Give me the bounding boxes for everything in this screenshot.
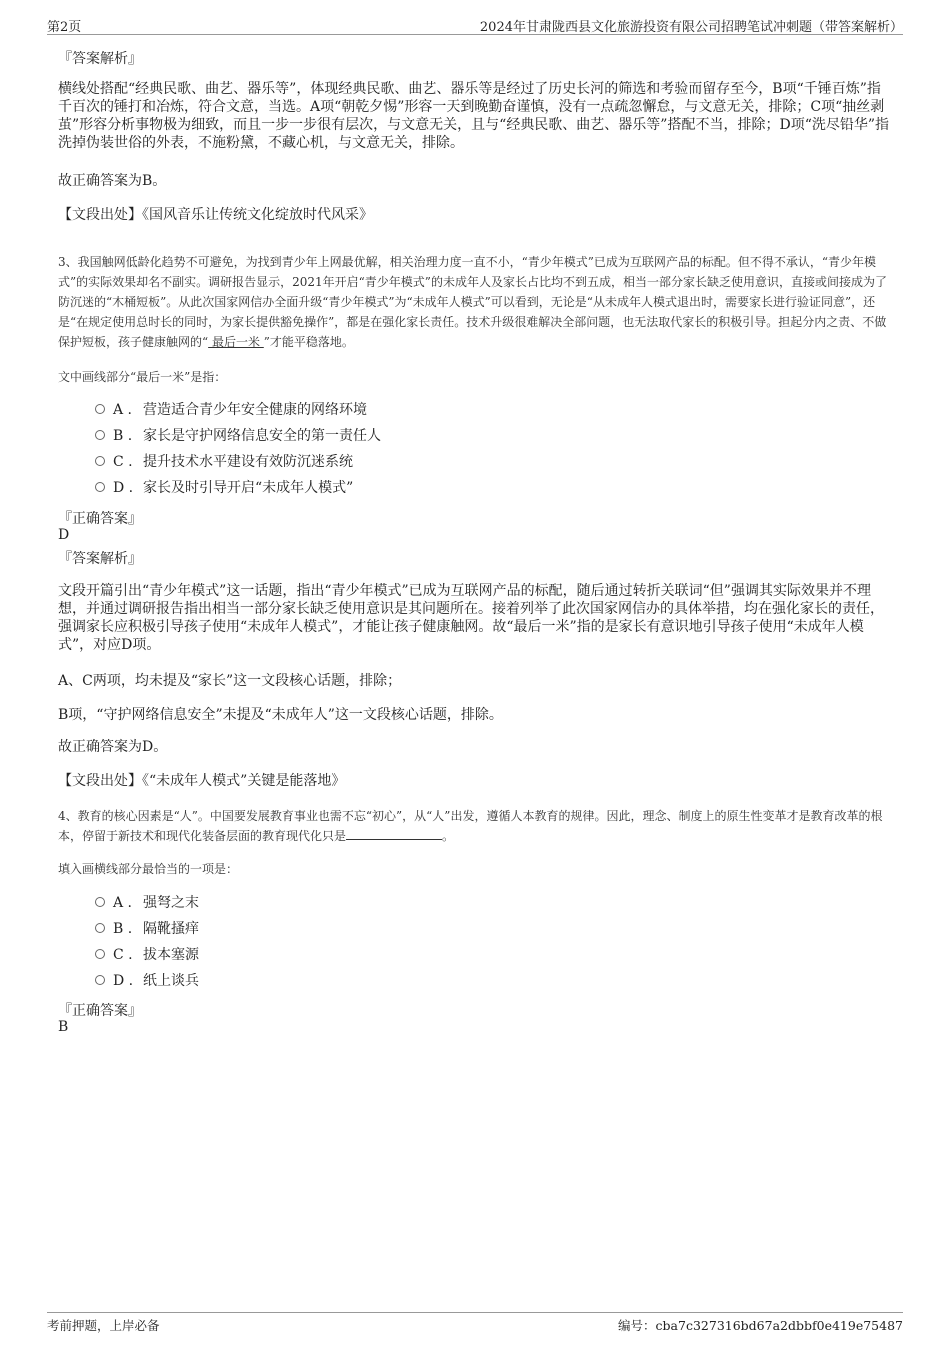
analysis-text: 横线处搭配“经典民歌、曲艺、器乐等”，体现经典民歌、曲艺、器乐等是经过了历史长河的筛选和考验而留存至今，B项“千锤百炼”指千百次的锤打和冶炼，符合文意，当选。A项“朝乾夕惕”形容一天到晚勤奋谨慎，没有一点疏忽懈怠，与文意无关，排除；C项“抽丝剥茧”形容分析事物极为细致，而且一步一步很有层次，与文意无关，且与“经典民歌、曲艺、器乐等”搭配不当，排除；D项“洗尽铅华”指洗掉伪装世俗的外表，不施粉黛，不藏心机，与文意无关，排除。: [58, 81, 890, 151]
option-ac-analysis: A、C两项，均未提及“家长”这一文段核心话题，排除；: [58, 673, 402, 689]
q3-option-a[interactable]: A . 营造适合青少年安全健康的网络环境: [95, 400, 367, 420]
radio-icon[interactable]: [95, 949, 105, 959]
question-4-stem: 填入画横线部分最恰当的一项是：: [58, 862, 239, 876]
q3-option-b[interactable]: B . 家长是守护网络信息安全的第一责任人: [95, 426, 381, 446]
radio-icon[interactable]: [95, 923, 105, 933]
underlined-phrase: 最后一米: [208, 335, 264, 349]
q4-option-c[interactable]: C . 拔本塞源: [95, 945, 199, 965]
radio-icon[interactable]: [95, 404, 105, 414]
q4-option-b[interactable]: B . 隔靴搔痒: [95, 919, 199, 939]
fill-blank: [346, 827, 442, 840]
question-3-text: 3、我国触网低龄化趋势不可避免，为找到青少年上网最优解，相关治理力度一直不小，“青少年模式”已成为互联网产品的标配。但不得不承认，“青少年模式”的实际效果却名不副实。调研报告显示，2021年开启“青少年模式”的未成年人及家长占比均不到五成，相当一部分家长缺乏使用意识，直接或间接成为了防沉迷的“木桶短板”。从此次国家网信办全面升级“青少年模式”为“未成年人模式”可以看到，无论是“从未成年人模式退出时，需要家长进行验证同意”，还是“在规定使用总时长的同时，为家长提供豁免操作”，都是在强化家长责任。技术升级很难解决全部问题，也无法取代家长的积极引导。担起分内之责、不做保护短板，孩子健康触网的“ 最后一米 ”才能平稳落地。: [58, 255, 887, 349]
radio-icon[interactable]: [95, 430, 105, 440]
page-number: 第2页: [47, 20, 82, 35]
analysis-text: 文段开篇引出“青少年模式”这一话题，指出“青少年模式”已成为互联网产品的标配，随后通过转折关联词“但”强调其实际效果并不理想，并通过调研报告指出相当一部分家长缺乏使用意识是其问题所在。接着列举了此次国家网信办的具体举措，均在强化家长的责任，强调家长应积极引导孩子使用“未成年人模式”，才能让孩子健康触网。故“最后一米”指的是家长有意识地引导孩子使用“未成年人模式”，对应D项。: [58, 583, 884, 653]
footer-slogan: 考前押题，上岸必备: [47, 1318, 160, 1333]
option-b-analysis: B项，“守护网络信息安全”未提及“未成年人”这一文段核心话题，排除。: [58, 707, 503, 723]
conclusion: 故正确答案为B。: [58, 173, 167, 189]
source: 【文段出处】《“未成年人模式”关键是能落地》: [58, 773, 346, 789]
radio-icon[interactable]: [95, 975, 105, 985]
question-3-stem: 文中画线部分“最后一米”是指：: [58, 370, 227, 384]
question-4-text: 4、教育的核心因素是“人”。中国要发展教育事业也需不忘“初心”，从“人”出发，遵循人本教育的规律。因此，理念、制度上的原生性变革才是教育改革的根本，停留于新技术和现代化装备层面的教育现代化只是 。: [58, 809, 883, 843]
analysis-label: 『答案解析』: [58, 551, 142, 567]
conclusion: 故正确答案为D。: [58, 739, 168, 755]
document-id: 编号：cba7c327316bd67a2dbbf0e419e75487: [618, 1318, 903, 1333]
answer-label: 『正确答案』: [58, 1003, 142, 1019]
page-header: [47, 14, 903, 35]
radio-icon[interactable]: [95, 897, 105, 907]
source: 【文段出处】《国风音乐让传统文化绽放时代风采》: [58, 207, 373, 223]
q3-option-c[interactable]: C . 提升技术水平建设有效防沉迷系统: [95, 452, 353, 472]
analysis-label: 『答案解析』: [58, 51, 142, 67]
answer-label: 『正确答案』: [58, 511, 142, 527]
q4-option-a[interactable]: A . 强弩之末: [95, 893, 199, 913]
answer-value: B: [58, 1019, 69, 1035]
q3-option-d[interactable]: D . 家长及时引导开启“未成年人模式”: [95, 478, 353, 498]
q4-option-d[interactable]: D . 纸上谈兵: [95, 971, 199, 991]
document-title: 2024年甘肃陇西县文化旅游投资有限公司招聘笔试冲刺题（带答案解析）: [479, 20, 903, 35]
answer-value: D: [58, 527, 70, 543]
radio-icon[interactable]: [95, 482, 105, 492]
page-footer: [47, 1312, 903, 1337]
radio-icon[interactable]: [95, 456, 105, 466]
